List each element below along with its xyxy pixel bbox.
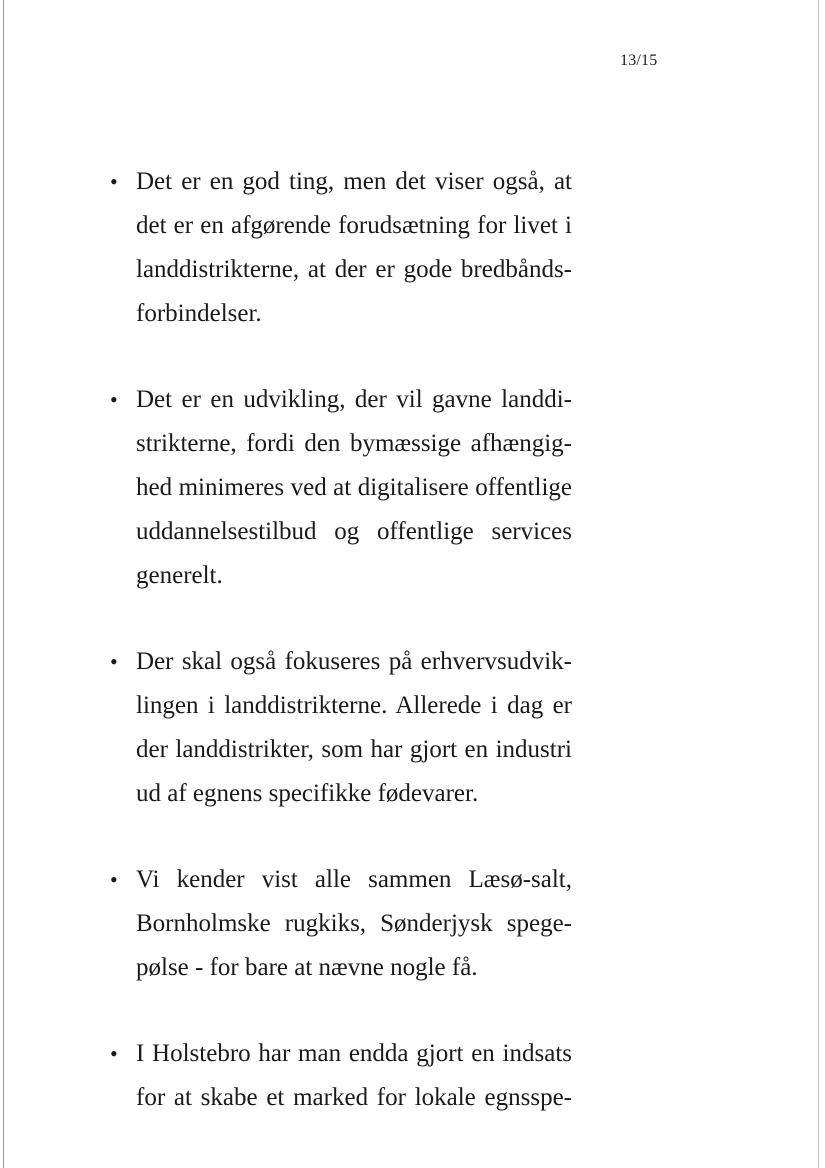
bullet-list	[106, 160, 572, 1120]
page-number: 13/15	[620, 52, 658, 69]
scan-edge-right	[818, 0, 819, 1168]
bullet-line: Bornholmske rugkiks, Sønderjysk spege-	[136, 910, 572, 937]
bullet-line: for at skabe et marked for lokale egnsspe-	[136, 1084, 572, 1111]
bullet-line: Der skal også fokuseres på erhvervsudvik-	[136, 648, 572, 675]
bullet-item	[106, 378, 572, 598]
bullet-line: det er en afgørende forudsætning for livet i	[136, 212, 572, 239]
bullet-line: forbindelser.	[136, 300, 262, 327]
bullet-line: lingen i landdistrikterne. Allerede i dag er	[136, 692, 572, 719]
bullet-line: ud af egnens specifikke fødevarer.	[136, 780, 479, 807]
bullet-line: uddannelsestilbud og offentlige services	[136, 518, 572, 545]
bullet-line: strikterne, fordi den bymæssige afhængig-	[136, 430, 572, 457]
bullet-item	[106, 640, 572, 816]
bullet-dot-icon: •	[110, 649, 118, 674]
bullet-line: pølse - for bare at nævne nogle få.	[136, 954, 478, 981]
bullet-item	[106, 858, 572, 990]
bullet-dot-icon: •	[110, 867, 118, 892]
bullet-line: I Holstebro har man endda gjort en indsats	[136, 1040, 572, 1067]
bullet-line: generelt.	[136, 562, 223, 589]
bullet-line: Vi kender vist alle sammen Læsø-salt,	[136, 866, 572, 893]
scan-edge-left	[3, 0, 4, 1168]
bullet-dot-icon: •	[110, 1041, 118, 1066]
bullet-dot-icon: •	[110, 169, 118, 194]
bullet-line: Det er en god ting, men det viser også, at	[136, 168, 572, 195]
bullet-line: hed minimeres ved at digitalisere offentlige	[136, 474, 572, 501]
bullet-line: Det er en udvikling, der vil gavne landdi-	[136, 386, 572, 413]
bullet-line: landdistrikterne, at der er gode bredbånds-	[136, 256, 572, 283]
bullet-item	[106, 160, 572, 336]
bullet-dot-icon: •	[110, 387, 118, 412]
bullet-item	[106, 1032, 572, 1120]
bullet-line: der landdistrikter, som har gjort en industri	[136, 736, 572, 763]
